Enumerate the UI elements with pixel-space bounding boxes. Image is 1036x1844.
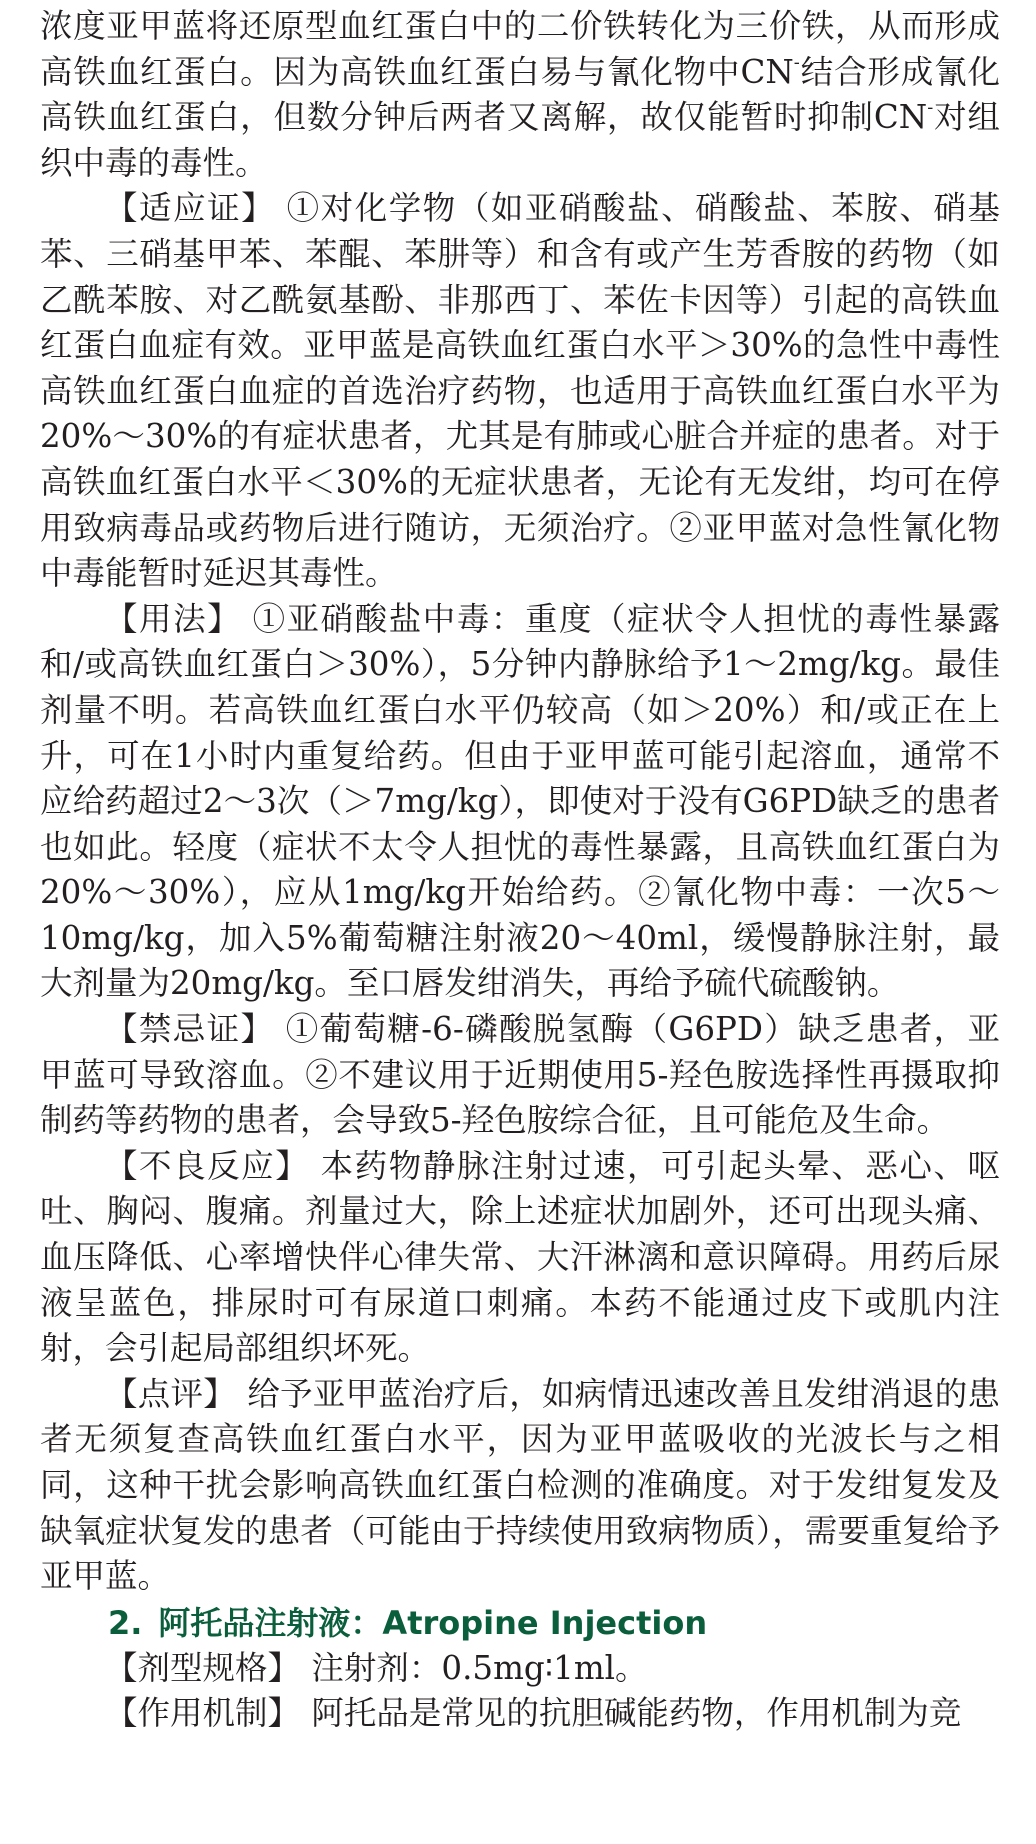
- section-label-usage: 【用法】: [105, 599, 242, 638]
- superscript-minus: -: [793, 51, 800, 73]
- section-label-mechanism: 【作用机制】: [105, 1694, 301, 1733]
- section-label-adverse-reactions: 【不良反应】: [105, 1146, 310, 1185]
- comment-text: 给予亚甲蓝治疗后，如病情迅速改善且发绀消退的患者无须复查高铁血红蛋白水平，因为亚甲蓝吸收的光波长与之相同，这种干扰会影响高铁血红蛋白检测的准确度。对于发绀复发及缺氧症状复发的患者（可能由于持续使用致病物质），需要重复给予亚甲蓝。: [40, 1374, 1000, 1596]
- paragraph-dosage-form: [40, 1646, 1000, 1692]
- adverse-reactions-text: 本药物静脉注射过速，可引起头晕、恶心、呕吐、胸闷、腹痛。剂量过大，除上述症状加剧外，还可出现头痛、血压降低、心率增快伴心律失常、大汗淋漓和意识障碍。用药后尿液呈蓝色，排尿时可有尿道口刺痛。本药不能通过皮下或肌内注射，会引起局部组织坏死。: [40, 1146, 1000, 1368]
- usage-text: ①亚硝酸盐中毒：重度（症状令人担忧的毒性暴露和/或高铁血红蛋白＞30%），5分钟内静脉给予1～2mg/kg。最佳剂量不明。若高铁血红蛋白水平仍较高（如＞20%）和/或正在上升，可在1小时内重复给药。但由于亚甲蓝可能引起溶血，通常不应给药超过2～3次（＞7mg/kg），即使对于没有G6PD缺乏的患者也如此。轻度（症状不太令人担忧的毒性暴露，且高铁血红蛋白为20%～30%），应从1mg/kg开始给药。②氰化物中毒：一次5～10mg/kg，加入5%葡萄糖注射液20～40ml，缓慢静脉注射，最大剂量为20mg/kg。至口唇发绀消失，再给予硫代硫酸钠。: [40, 599, 1000, 1003]
- superscript-minus: -: [927, 97, 934, 118]
- section-label-comment: 【点评】: [105, 1374, 236, 1413]
- contraindications-text: ①葡萄糖-6-磷酸脱氢酶（G6PD）缺乏患者，亚甲蓝可导致溶血。②不建议用于近期使用5-羟色胺选择性再摄取抑制药等药物的患者，会导致5-羟色胺综合征，且可能危及生命。: [40, 1010, 1000, 1140]
- paragraph-indications: [40, 186, 1000, 596]
- paragraph-mechanism: [40, 1691, 1000, 1737]
- mechanism-text: 阿托品是常见的抗胆碱能药物，作用机制为竞: [311, 1694, 962, 1733]
- text-run: 对组织中毒的毒性。: [40, 98, 1000, 182]
- paragraph-adverse-reactions: [40, 1144, 1000, 1372]
- paragraph-usage: [40, 597, 1000, 1007]
- dosage-form-text: 注射剂：0.5mg∶1ml。: [311, 1648, 648, 1687]
- section-label-contraindications: 【禁忌证】: [105, 1010, 275, 1049]
- indications-text: ①对化学物（如亚硝酸盐、硝酸盐、苯胺、硝基苯、三硝基甲苯、苯醌、苯肼等）和含有或产生芳香胺的药物（如乙酰苯胺、对乙酰氨基酚、非那西丁、苯佐卡因等）引起的高铁血红蛋白血症有效。亚甲蓝是高铁血红蛋白水平＞30%的急性中毒性高铁血红蛋白血症的首选治疗药物，也适用于高铁血红蛋白水平为20%～30%的有症状患者，尤其是有肺或心脏合并症的患者。对于高铁血红蛋白水平＜30%的无症状患者，无论有无发绀，均可在停用致病毒品或药物后进行随访，无须治疗。②亚甲蓝对急性氰化物中毒能暂时延迟其毒性。: [40, 189, 1000, 593]
- text-run: 浓度亚甲蓝将还原型血红蛋白中的二价铁转化为三价铁，从而形成高铁血红蛋白。因为高铁血红蛋白易与氰化物中CN: [40, 7, 1000, 91]
- section-heading-atropine: [40, 1600, 1000, 1646]
- paragraph-contraindications: [40, 1007, 1000, 1144]
- paragraph-methylene-blue-mechanism: [40, 4, 1000, 186]
- section-title: 阿托品注射液：Atropine Injection: [158, 1603, 708, 1642]
- paragraph-comment: [40, 1372, 1000, 1600]
- section-label-indications: 【适应证】: [105, 189, 276, 228]
- text-run: 结合形成氰化高铁血红蛋白，但数分钟后两者又离解，故仅能暂时抑制CN: [40, 52, 1000, 137]
- section-label-dosage-form: 【剂型规格】: [105, 1648, 301, 1687]
- section-number: 2.: [108, 1603, 143, 1642]
